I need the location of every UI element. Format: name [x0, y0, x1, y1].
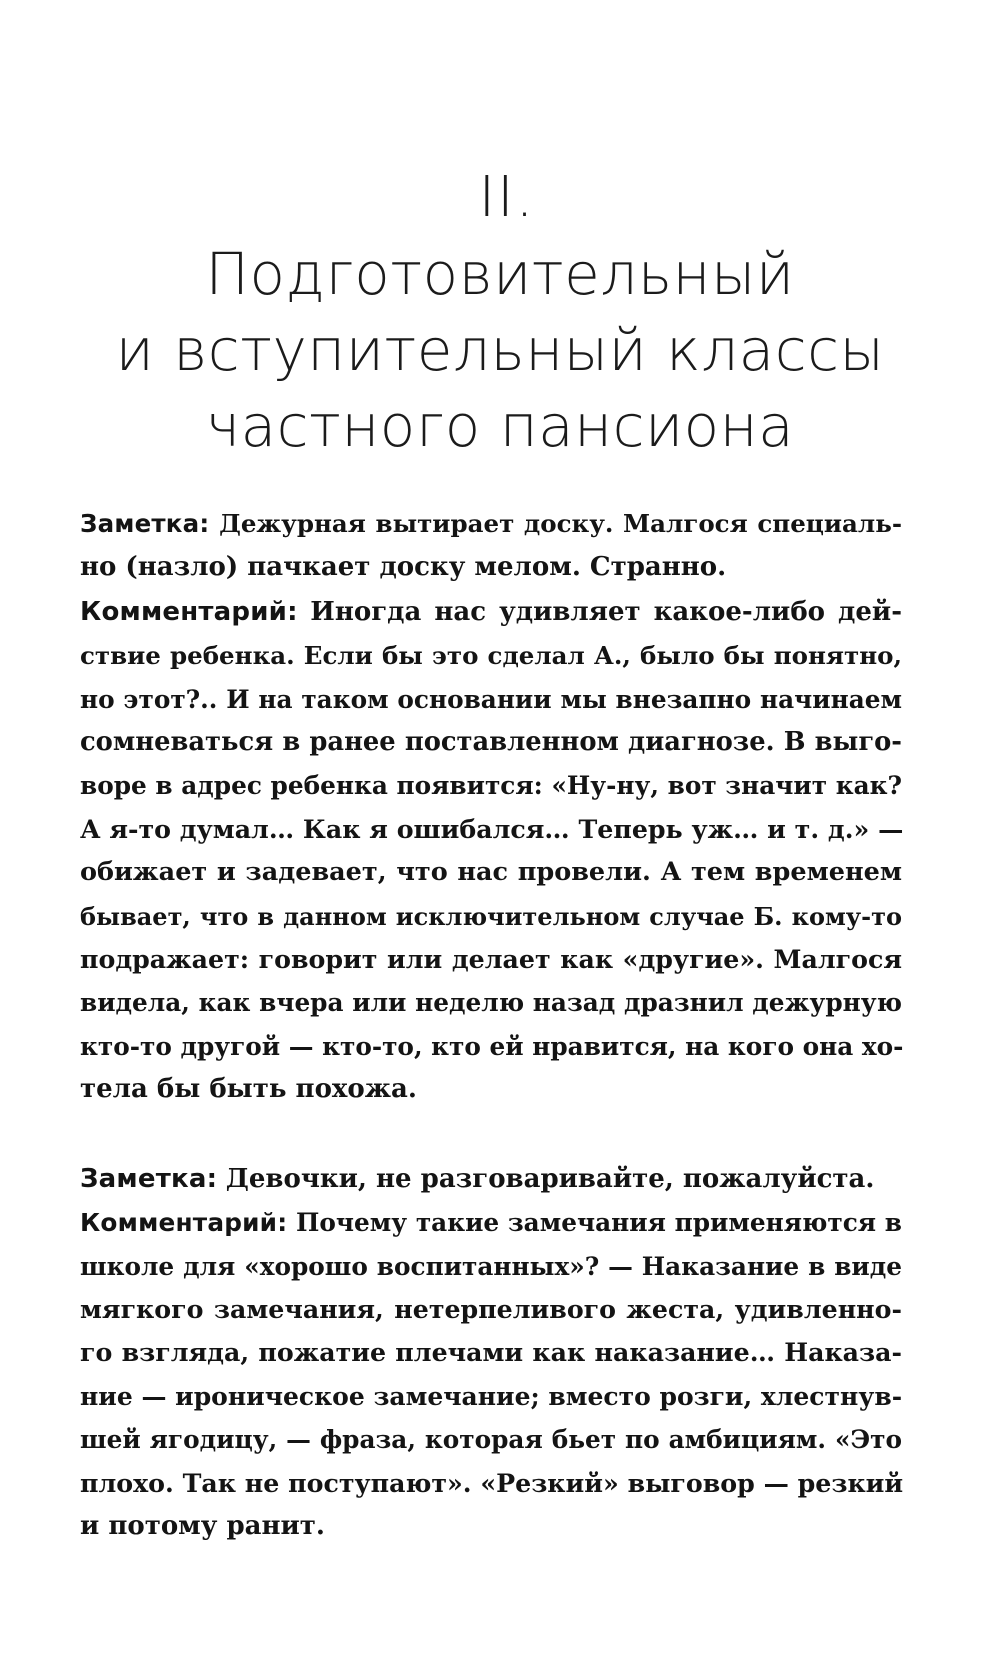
comment-text: го взгляда, пожатие плечами как наказание… Наказа-: [80, 1337, 902, 1368]
note-entry: [80, 502, 902, 1112]
comment-text: обижает и задевает, что нас провели. А тем временем: [80, 857, 902, 888]
comment-text: воре в адрес ребенка появится: «Ну-ну, вот значит как?: [80, 771, 902, 801]
comment-text: но этот?.. И на таком основании мы внезапно начинаем: [80, 684, 902, 714]
comment-text: бывает, что в данном исключительном случае Б. кому-то: [80, 901, 902, 931]
chapter-number: II.: [478, 165, 536, 230]
chapter-heading: [0, 160, 1000, 464]
comment-text: шей ягодицу, — фраза, которая бьет по амбициям. «Это: [80, 1425, 902, 1455]
comment-text: сомневаться в ранее поставленном диагнозе. В выго-: [80, 727, 902, 758]
comment-text: мягкого замечания, нетерпеливого жеста, удивленно-: [80, 1293, 902, 1324]
comment-text: и потому ранит.: [80, 1510, 325, 1541]
comment-text: А я-то думал… Как я ошибался… Теперь уж… и т. д.» —: [80, 813, 904, 844]
comment-text: Почему такие замечания применяются в: [296, 1208, 902, 1238]
chapter-title-line: частного пансиона: [205, 392, 795, 460]
note-text: но (назло) пачкает доску мелом. Странно.: [80, 552, 727, 583]
note-label: Заметка:: [80, 509, 210, 538]
text-line: [80, 590, 902, 634]
comment-text: плохо. Так не поступают». «Резкий» выговор — резкий: [80, 1467, 904, 1498]
comment-text: школе для «хорошо воспитанных»? — Наказание в виде: [80, 1251, 902, 1281]
note-label: Заметка:: [80, 1163, 218, 1194]
comment-text: Иногда нас удивляет какое-либо дей-: [310, 596, 902, 627]
text-line: [80, 502, 902, 545]
chapter-title-line: и вступительный классы: [115, 316, 885, 384]
text-line: [80, 1201, 902, 1244]
note-entry: [80, 1157, 902, 1549]
chapter-title-line: Подготовительный: [205, 240, 795, 308]
comment-text: ние — ироническое замечание; вместо розги, хлестнув-: [80, 1381, 903, 1411]
text-line: [80, 1157, 902, 1201]
comment-label: Комментарий:: [80, 596, 298, 627]
comment-text: кто-то другой — кто-то, кто ей нравится, на кого она хо-: [80, 1031, 904, 1061]
comment-label: Комментарий:: [80, 1208, 288, 1238]
text-line: [80, 545, 902, 589]
comment-text: видела, как вчера или неделю назад дразнил дежурную: [80, 988, 902, 1018]
note-text: Дежурная вытирает доску. Малгося специаль-: [219, 509, 903, 538]
note-text: Девочки, не разговаривайте, пожалуйста.: [225, 1163, 875, 1194]
comment-text: тела бы быть похожа.: [80, 1074, 417, 1105]
comment-text: подражает: говорит или делает как «другие». Малгося: [80, 944, 902, 975]
body-text: [80, 502, 902, 1593]
comment-text: ствие ребенка. Если бы это сделал А., было бы понятно,: [80, 641, 902, 671]
